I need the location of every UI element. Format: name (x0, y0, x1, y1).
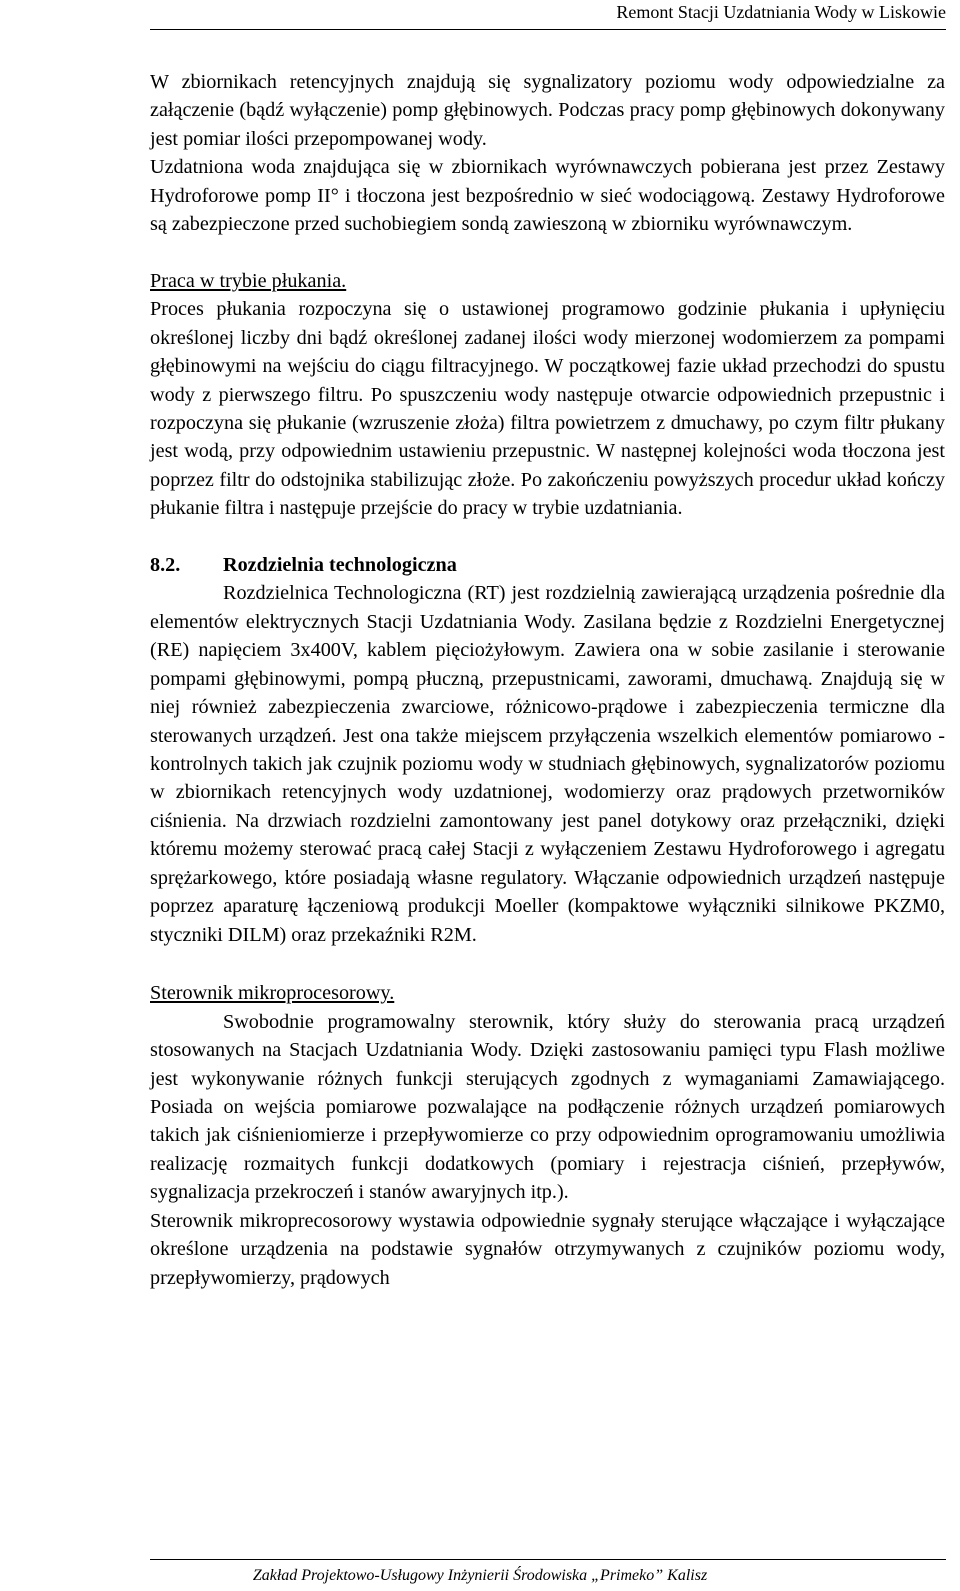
section-title: Rozdzielnia technologiczna (223, 553, 457, 576)
paragraph-controller: Swobodnie programowalny sterownik, który służy do sterowania pracą urządzeń stosowanych na Stacjach Uzdatniania Wody. Dzięki zastosowaniu pamięci typu Flash możliwe jest wykonywanie różnych funkcji sterujących zgodnych z wymaganiami Zamawiającego. Posiada on wejścia pomiarowe pozwalające na podłączenie różnych urządzeń pomiarowych takich jak ciśnieniomierze i przepływomierze co przy odpowiednim oprogramowaniu umożliwia realizację rozmaitych funkcji dodatkowych (pomiary i rejestracja ciśnień, przepływów, sygnalizacja przekroczeń i stanów awaryjnych itp.). (150, 1010, 945, 1204)
header-divider (150, 29, 946, 30)
subheading-controller: Sterownik mikroprocesorowy. (150, 982, 395, 1005)
paragraph-controller-signals: Sterownik mikroprecosorowy wystawia odpowiednie sygnały sterujące włączające i wyłączające określone urządzenia na podstawie sygnałów otrzymywanych z czujników poziomu wody, przepływomierzy, prądowych (150, 1209, 945, 1289)
footer-divider (150, 1559, 946, 1560)
section-heading (150, 551, 945, 579)
section-number: 8.2. (150, 553, 181, 576)
document-body (150, 68, 945, 1292)
paragraph-retention-tanks: W zbiornikach retencyjnych znajdują się sygnalizatory poziomu wody odpowiedzialne za załączenie (bądź wyłączenie) pomp głębinowych. Podczas pracy pomp głębinowych dokonywany jest pomiar ilości przepompowanej wody. (150, 71, 945, 150)
subheading-washing-mode: Praca w trybie płukania. (150, 269, 347, 292)
page-header-title: Remont Stacji Uzdatniania Wody w Liskowie (616, 2, 946, 22)
paragraph-switchgear: Rozdzielnica Technologiczna (RT) jest rozdzielnią zawierającą urządzenia pośrednie dla elementów elektrycznych Stacji Uzdatniania Wody. Zasilana będzie z Rozdzielni Energetycznej (RE) napięciem 3x400V, kablem pięciożyłowym. Zawiera ona w sobie zasilanie i sterowanie pompami głębinowymi, pompą płuczną, przepustnicami, zaworami, dmuchawą. Znajdują się w niej również zabezpieczenia zwarciowe, różnicowo-prądowe i zabezpieczenia termiczne dla sterowanych urządzeń. Jest ona także miejscem przyłączenia wszelkich elementów pomiarowo - kontrolnych takich jak czujnik poziomu wody w studniach głębinowych, sygnalizatorów poziomu w zbiornikach retencyjnych wody uzdatnionej, wodomierzy oraz prądowych przetworników ciśnienia. Na drzwiach rozdzielni zamontowany jest panel dotykowy oraz przełączniki, dzięki któremu możemy sterować pracą całej Stacji z wyłączeniem Zestawu Hydroforowego i agregatu sprężarkowego, które posiadają własne regulatory. Włączanie odpowiednich urządzeń następuje poprzez aparaturę łączeniową produkcji Moeller (kompaktowe wyłączniki silnikowe PKZM0, styczniki DILM) oraz przekaźniki R2M. (150, 582, 945, 946)
paragraph-washing-process: Proces płukania rozpoczyna się o ustawionej programowo godzinie płukania i upłynięciu określonej liczby dni bądź określonej zadanej ilości wody mierzonej wodomierzem za pompami głębinowymi na wejściu do ciągu filtracyjnego. W początkowej fazie układ przechodzi do spustu wody z pierwszego filtru. Po spuszczeniu wody następuje otwarcie odpowiednich przepustnic i rozpoczyna się płukanie (wzruszenie złoża) filtra powietrzem z dmuchawy, po czym filtr płukany jest wodą, przy odpowiednim ustawieniu przepustnic. W następnej kolejności woda tłoczona jest poprzez filtr do odstojnika stabilizując złoże. Po zakończeniu powyższych procedur układ kończy płukanie filtra i następuje przejście do pracy w trybie uzdatniania. (150, 298, 945, 520)
paragraph-treated-water: Uzdatniona woda znajdująca się w zbiornikach wyrównawczych pobierana jest przez Zestawy Hydroforowe pomp II° i tłoczona jest bezpośrednio w sieć wodociągową. Zestawy Hydroforowe są zabezpieczone przed suchobiegiem sondą zawieszoną w zbiorniku wyrównawczym. (150, 156, 945, 236)
page-footer: Zakład Projektowo-Usługowy Inżynierii Środowiska „Primeko” Kalisz (252, 1567, 708, 1584)
